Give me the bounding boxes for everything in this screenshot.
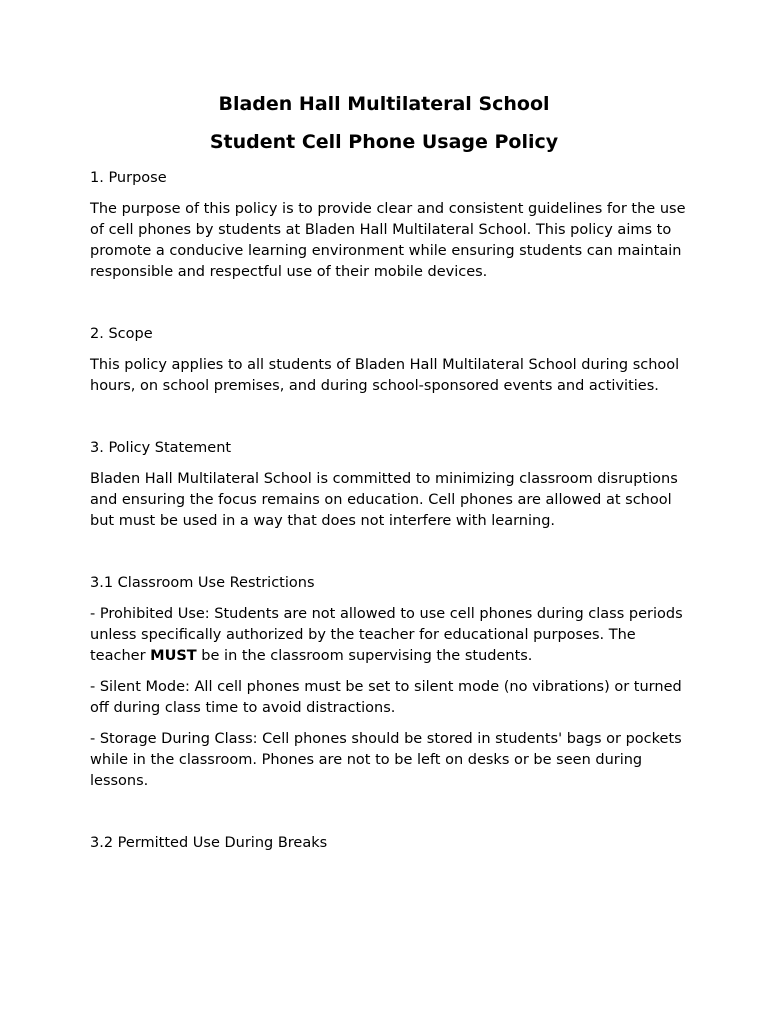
section-heading-policy-statement: 3. Policy Statement xyxy=(90,440,232,456)
section-text-scope: This policy applies to all students of Bladen Hall Multilateral School during school hours, on school premises, and during school-sponsored events and activities. xyxy=(90,357,680,394)
policy-title: Student Cell Phone Usage Policy xyxy=(209,131,559,153)
section-heading-scope: 2. Scope xyxy=(90,326,153,342)
section-spacer xyxy=(90,802,690,833)
section-text-purpose: The purpose of this policy is to provide clear and consistent guidelines for the use of cell phones by students at Bladen Hall Multilateral School. This policy aims to promote a conducive learning environment while ensuring students can maintain responsible and respectful use of their mobile devices. xyxy=(90,201,686,280)
section-heading-classroom-use: 3.1 Classroom Use Restrictions xyxy=(90,575,315,591)
school-name-title: Bladen Hall Multilateral School xyxy=(218,93,550,115)
document-page xyxy=(90,92,690,864)
section-text-policy-statement: Bladen Hall Multilateral School is committed to minimizing classroom disruptions and ensuring the focus remains on education. Cell phones are allowed at school but must be used in a way that does not interfere with learning. xyxy=(90,471,678,529)
section-spacer xyxy=(90,407,690,438)
bullet-storage: - Storage During Class: Cell phones should be stored in students' bags or pockets while in the classroom. Phones are not to be left on desks or be seen during lessons. xyxy=(90,731,682,789)
section-spacer xyxy=(90,293,690,324)
section-spacer xyxy=(90,542,690,573)
section-heading-purpose: 1. Purpose xyxy=(90,170,167,186)
bullet-prohibited-text: - Prohibited Use: Students are not allowed to use cell phones during class periods unless specifically authorized by the teacher for educational purposes. The teacher xyxy=(90,606,683,664)
emphasis-must: MUST xyxy=(150,648,197,664)
bullet-silent-mode: - Silent Mode: All cell phones must be set to silent mode (no vibrations) or turned off during class time to avoid distractions. xyxy=(90,679,682,716)
section-heading-breaks: 3.2 Permitted Use During Breaks xyxy=(90,835,328,851)
bullet-prohibited-text-end: be in the classroom supervising the students. xyxy=(196,648,533,664)
bullet-prohibited-use xyxy=(90,604,690,667)
